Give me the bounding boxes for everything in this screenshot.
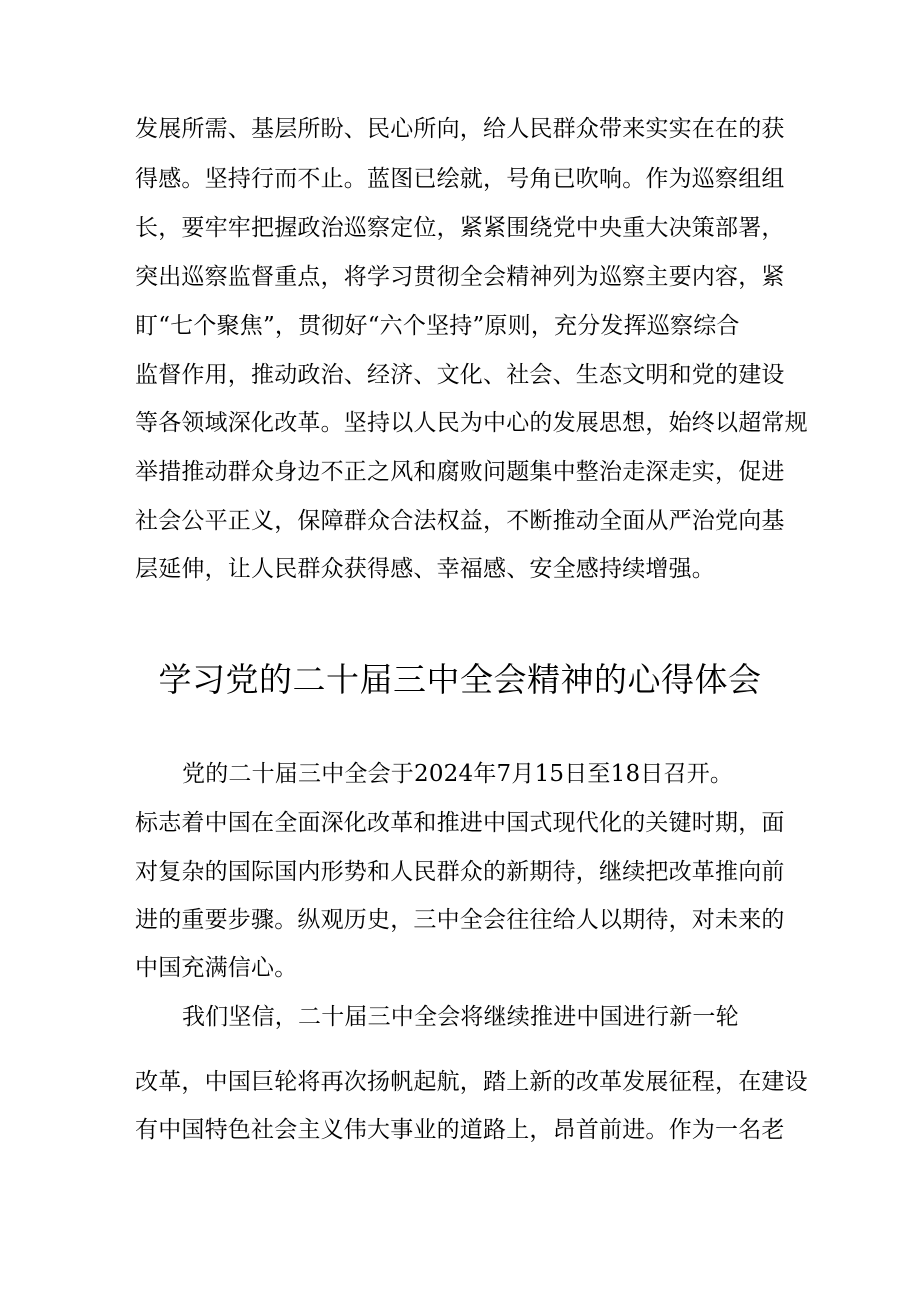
paragraph-first-line: 党的二十届三中全会于2024年7月15日至18日召开。: [182, 761, 734, 787]
body-text-line: 盯“七个聚焦”，贯彻好“六个坚持”原则，充分发挥巡察综合: [135, 313, 740, 339]
body-text-line: 有中国特色社会主义伟大事业的道路上，昂首前进。作为一名老: [135, 1117, 785, 1143]
body-text-line: 举措推动群众身边不正之风和腐败问题集中整治走深走实，促进: [135, 459, 785, 485]
body-text-line: 标志着中国在全面深化改革和推进中国式现代化的关键时期，面: [135, 810, 785, 836]
body-text-line: 改革，中国巨轮将再次扬帆起航，踏上新的改革发展征程，在建设: [135, 1069, 808, 1095]
body-text-line: 社会公平正义，保障群众合法权益，不断推动全面从严治党向基: [135, 508, 785, 534]
body-text-line: 中国充满信心。: [135, 955, 298, 981]
body-text-line: 监督作用，推动政治、经济、文化、社会、生态文明和党的建设: [135, 362, 785, 388]
article-title: 学习党的二十届三中全会精神的心得体会: [158, 660, 762, 699]
paragraph-first-line: 我们坚信，二十届三中全会将继续推进中国进行新一轮: [182, 1004, 739, 1030]
body-text-line: 得感。坚持行而不止。蓝图已绘就，号角已吹响。作为巡察组组: [135, 166, 785, 192]
body-text-line: 突出巡察监督重点，将学习贯彻全会精神列为巡察主要内容，紧: [135, 264, 785, 290]
body-text-line: 对复杂的国际国内形势和人民群众的新期待，继续把改革推向前: [135, 859, 785, 885]
body-text-line: 长，要牢牢把握政治巡察定位，紧紧围绕党中央重大决策部署，: [135, 215, 785, 241]
body-text-line: 层延伸，让人民群众获得感、幸福感、安全感持续增强。: [135, 556, 715, 582]
body-text-line: 等各领域深化改革。坚持以人民为中心的发展思想，始终以超常规: [135, 410, 808, 436]
body-text-line: 发展所需、基层所盼、民心所向，给人民群众带来实实在在的获: [135, 116, 785, 142]
body-text-line: 进的重要步骤。纵观历史，三中全会往往给人以期待，对未来的: [135, 907, 785, 933]
